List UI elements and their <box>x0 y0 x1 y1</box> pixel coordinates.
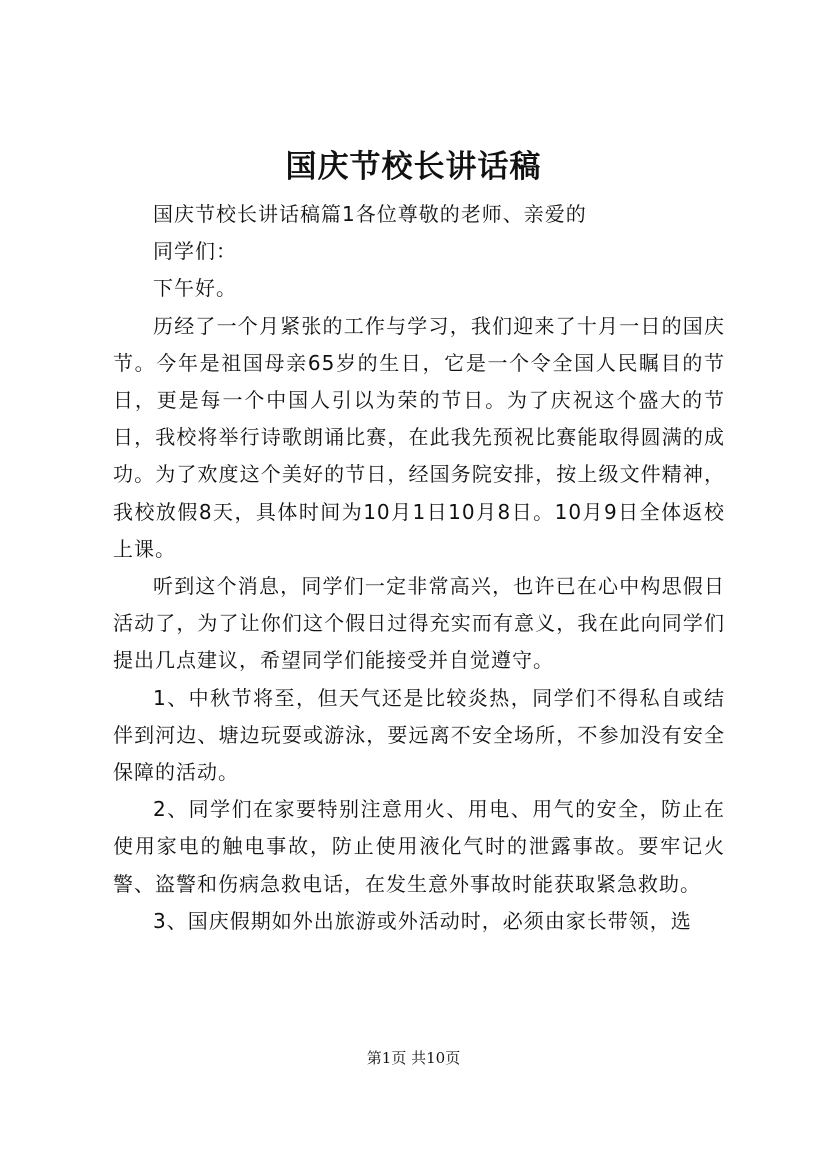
document-body <box>113 196 725 940</box>
page-number-footer: 第1页 共10页 <box>366 1049 461 1067</box>
paragraph-intro: 国庆节校长讲话稿篇1各位尊敬的老师、亲爱的 <box>153 202 587 226</box>
paragraph-suggestions-intro: 听到这个消息，同学们一定非常高兴，也许已在心中构思假日活动了，为了让你们这个假日过得充实而有意义，我在此向同学们提出几点建议，希望同学们能接受并自觉遵守。 <box>113 574 725 673</box>
paragraph-item-3: 3、国庆假期如外出旅游或外活动时，必须由家长带领，选 <box>153 908 692 933</box>
paragraph-greeting: 下午好。 <box>153 276 237 301</box>
paragraph-item-1: 1、中秋节将至，但天气还是比较炎热，同学们不得私自或结伴到河边、塘边玩耍或游泳，要远离不安全场所，不参加没有安全保障的活动。 <box>113 685 725 785</box>
document-title: 国庆节校长讲话稿 <box>285 149 542 185</box>
paragraph-item-2: 2、同学们在家要特别注意用火、用电、用气的安全，防止在使用家电的触电事故，防止使用液化气时的泄露事故。要牢记火警、盗警和伤病急救电话，在发生意外事故时能获取紧急救助。 <box>113 797 725 896</box>
paragraph-national-day: 历经了一个月紧张的工作与学习，我们迎来了十月一日的国庆节。今年是祖国母亲65岁的生日，它是一个令全国人民瞩目的节日，更是每一个中国人引以为荣的节日。为了庆祝这个盛大的节日，我校将举行诗歌朗诵比赛，在此我先预祝比赛能取得圆满的成功。为了欢度这个美好的节日，经国务院安排，按上级文件精神，我校放假8天，具体时间为10月1日10月8日。10月9日全体返校上课。 <box>113 313 725 561</box>
paragraph-salutation: 同学们： <box>153 239 237 264</box>
